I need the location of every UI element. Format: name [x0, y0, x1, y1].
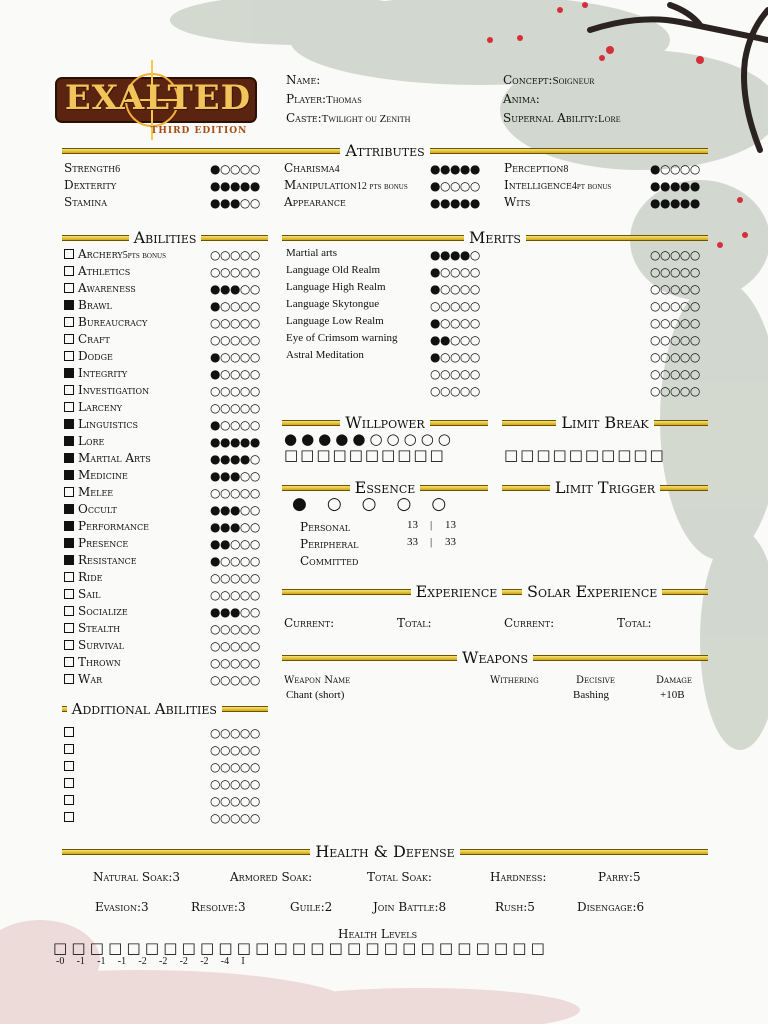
ability-socialize[interactable] — [64, 604, 128, 618]
attribute-label: Charisma — [284, 161, 335, 175]
ability-label: Survival — [78, 638, 124, 652]
ability-linguistics[interactable] — [64, 417, 138, 431]
caste-value: Twilight ou Zenith — [321, 113, 411, 125]
additional-ability-dots[interactable]: ○○○○○ — [210, 743, 260, 757]
caste-label: Caste: — [286, 111, 322, 125]
ability-dots[interactable]: ●○○○○ — [210, 418, 260, 432]
essence-personal-max: 13 — [445, 519, 456, 531]
health-penalty: -1 — [97, 956, 106, 967]
merit-dots[interactable]: ●○○○○ — [430, 316, 480, 330]
experience-header — [282, 582, 528, 601]
ability-label: Resistance — [78, 553, 137, 567]
ability-label: Sail — [78, 587, 101, 601]
merit-dots[interactable]: ○○○○○ — [650, 282, 700, 296]
essence-peripheral-current: 33 — [407, 536, 418, 548]
ability-label: Stealth — [78, 621, 121, 635]
ability-dots[interactable]: ○○○○○ — [210, 588, 260, 602]
additional-ability-row[interactable] — [64, 759, 78, 773]
favored-checkbox[interactable] — [64, 727, 74, 737]
attribute-perception[interactable] — [504, 161, 568, 175]
ability-label: Bureaucracy — [78, 315, 148, 329]
favored-checkbox[interactable] — [64, 744, 74, 754]
favored-checkbox[interactable] — [64, 453, 74, 463]
natural-soak[interactable]: Natural Soak:3 — [93, 870, 181, 884]
weapon-col-withering: Withering — [490, 675, 539, 686]
header-bar — [502, 420, 556, 426]
ability-label: Integrity — [78, 366, 128, 380]
health-penalty: -2 — [138, 956, 147, 967]
ability-investigation[interactable] — [64, 383, 149, 397]
favored-checkbox[interactable] — [64, 436, 74, 446]
solar-experience-current[interactable]: Current: — [504, 616, 555, 630]
attribute-label: Appearance — [284, 195, 346, 209]
caste-field[interactable] — [286, 111, 410, 125]
essence-peripheral-label: Peripheral — [300, 537, 359, 551]
ability-dots[interactable]: ●○○○○ — [210, 350, 260, 364]
header-bar — [502, 485, 550, 491]
ability-dots[interactable]: ●●○○○ — [210, 537, 260, 551]
ability-archery[interactable] — [64, 247, 166, 261]
anima-label: Anima: — [503, 92, 540, 106]
ability-dots[interactable]: ●●●○○ — [210, 282, 260, 296]
weapon-damage[interactable]: +10B — [660, 689, 685, 701]
ability-dots[interactable]: ●○○○○ — [210, 367, 260, 381]
favored-checkbox[interactable] — [64, 385, 74, 395]
ability-brawl[interactable] — [64, 298, 112, 312]
header-bar — [201, 235, 268, 241]
attribute-intelligence[interactable] — [504, 178, 611, 192]
solar-experience-title: Solar Experience — [522, 582, 662, 601]
attribute-dots[interactable]: ●●●●● — [650, 196, 700, 210]
ability-dots[interactable]: ○○○○○ — [210, 248, 260, 262]
merit-name[interactable]: Language Skytongue — [286, 298, 380, 310]
favored-checkbox[interactable] — [64, 538, 74, 548]
ability-label: Linguistics — [78, 417, 138, 431]
merit-name[interactable]: Eye of Crimsom warning — [286, 332, 398, 344]
player-field[interactable] — [286, 92, 362, 106]
health-penalty: -1 — [117, 956, 127, 967]
attribute-label: Wits — [504, 195, 531, 209]
header-bar — [430, 420, 488, 426]
ability-dots[interactable]: ○○○○○ — [210, 316, 260, 330]
ability-dots[interactable]: ○○○○○ — [210, 486, 260, 500]
merit-dots[interactable]: ○○○○○ — [650, 248, 700, 262]
ability-larceny[interactable] — [64, 400, 122, 414]
merit-dots[interactable]: ○○○○○ — [650, 384, 700, 398]
header-bar — [62, 148, 340, 154]
health-penalty: -2 — [179, 956, 188, 967]
attribute-label: Intelligence — [504, 178, 572, 192]
favored-checkbox[interactable] — [64, 589, 74, 599]
merits-header — [282, 228, 708, 247]
merit-dots[interactable]: ○○○○○ — [430, 299, 480, 313]
favored-checkbox[interactable] — [64, 351, 74, 361]
additional-ability-row[interactable] — [64, 742, 78, 756]
ability-label: Larceny — [78, 400, 123, 414]
attribute-wits[interactable] — [504, 195, 530, 209]
willpower-boxes[interactable]: □□□□□□□□□□ — [284, 446, 446, 464]
header-bar — [222, 706, 268, 712]
weapon-col-decisive: Decisive — [576, 675, 615, 686]
parry[interactable]: Parry:5 — [598, 870, 641, 884]
ability-dots[interactable]: ○○○○○ — [210, 656, 260, 670]
attribute-dots[interactable]: ●●●●● — [430, 196, 480, 210]
player-label: Player: — [286, 92, 327, 106]
ability-dots[interactable]: ○○○○○ — [210, 401, 260, 415]
essence-dots[interactable]: ●○○○○ — [292, 494, 467, 514]
additional-abilities-title: Additional Abilities — [67, 700, 222, 718]
ability-dots[interactable]: ●●●○○ — [210, 503, 260, 517]
disengage[interactable]: Disengage:6 — [577, 900, 645, 914]
attribute-dots[interactable]: ●●●●● — [650, 179, 700, 193]
favored-checkbox[interactable] — [64, 572, 74, 582]
attribute-note: 12 pts bonus — [356, 181, 408, 192]
join-battle[interactable]: Join Battle:8 — [373, 900, 447, 914]
merit-name[interactable]: Astral Meditation — [286, 349, 364, 361]
essence-personal-label: Personal — [300, 520, 351, 534]
favored-checkbox[interactable] — [64, 555, 74, 565]
favored-checkbox[interactable] — [64, 521, 74, 531]
merit-dots[interactable]: ○○○○○ — [650, 367, 700, 381]
ability-thrown[interactable] — [64, 655, 121, 669]
favored-checkbox[interactable] — [64, 812, 74, 822]
ability-presence[interactable] — [64, 536, 128, 550]
ability-dots[interactable]: ●●●●○ — [210, 452, 260, 466]
evasion[interactable]: Evasion:3 — [95, 900, 149, 914]
guile[interactable]: Guile:2 — [290, 900, 333, 914]
header-bar — [282, 235, 464, 241]
ability-survival[interactable] — [64, 638, 124, 652]
merit-name[interactable]: Language High Realm — [286, 281, 386, 293]
attribute-charisma[interactable] — [284, 161, 340, 175]
abilities-title: Abilities — [129, 228, 202, 247]
attribute-manipulation[interactable] — [284, 178, 408, 192]
additional-abilities-header — [62, 700, 268, 718]
health-penalty: -2 — [159, 956, 168, 967]
favored-checkbox[interactable] — [64, 606, 74, 616]
attribute-note: 8 — [563, 164, 569, 175]
weapon-col-name: Weapon Name — [284, 675, 351, 686]
name-label: Name: — [286, 73, 321, 87]
merit-name[interactable]: Martial arts — [286, 247, 338, 259]
weapons-title: Weapons — [457, 648, 533, 667]
ability-label: Archery — [78, 247, 123, 261]
ability-label: Occult — [78, 502, 117, 516]
attribute-stamina[interactable] — [64, 195, 107, 209]
willpower-dots[interactable]: ●●●●●○○○○○ — [284, 430, 455, 448]
header-bar — [282, 420, 340, 426]
attribute-dots[interactable]: ●●●●● — [430, 162, 480, 176]
solar-experience-header — [522, 582, 708, 601]
attribute-label: Dexterity — [64, 178, 117, 192]
additional-ability-dots[interactable]: ○○○○○ — [210, 794, 260, 808]
ability-dots[interactable]: ○○○○○ — [210, 265, 260, 279]
ability-label: Performance — [78, 519, 149, 533]
health-level-boxes[interactable]: □□□□□□□□□□□□□□□□□□□□□□□□□□□ — [53, 939, 550, 957]
attribute-dots[interactable]: ●○○○○ — [210, 162, 260, 176]
header-bar — [460, 849, 708, 855]
ability-performance[interactable] — [64, 519, 149, 533]
attribute-dots[interactable]: ●●●●● — [210, 179, 260, 193]
willpower-title: Willpower — [340, 413, 429, 432]
weapon-name[interactable]: Chant (short) — [286, 689, 345, 701]
supernal-label: Supernal Ability: — [503, 111, 598, 125]
header-bar — [62, 235, 129, 241]
merit-dots[interactable]: ●○○○○ — [430, 282, 480, 296]
ability-label: Presence — [78, 536, 129, 550]
attribute-label: Perception — [504, 161, 564, 175]
ability-dots[interactable]: ●○○○○ — [210, 299, 260, 313]
ability-label: Melee — [78, 485, 114, 499]
health-penalty: I — [241, 956, 245, 967]
favored-checkbox[interactable] — [64, 674, 74, 684]
ability-ride[interactable] — [64, 570, 102, 584]
merit-dots[interactable]: ○○○○○ — [650, 316, 700, 330]
ability-resistance[interactable] — [64, 553, 137, 567]
ability-dots[interactable]: ●●●○○ — [210, 605, 260, 619]
ability-label: Medicine — [78, 468, 128, 482]
ability-dots[interactable]: ●●●○○ — [210, 520, 260, 534]
concept-field[interactable] — [503, 73, 595, 87]
health-penalty: -4 — [220, 956, 230, 967]
merit-dots[interactable]: ●●●●○ — [430, 248, 480, 262]
ability-martial-arts[interactable] — [64, 451, 151, 465]
favored-checkbox[interactable] — [64, 334, 74, 344]
attributes-header — [62, 141, 708, 160]
merit-name[interactable]: Language Low Realm — [286, 315, 384, 327]
limit-break-header — [502, 413, 708, 432]
logo-title: EXALTED — [64, 78, 252, 118]
ability-label: Athletics — [78, 264, 131, 278]
solar-experience-total[interactable]: Total: — [617, 616, 652, 630]
ability-label: Awareness — [78, 281, 136, 295]
ability-lore[interactable] — [64, 434, 104, 448]
header-bar — [282, 589, 411, 595]
ability-dots[interactable]: ●●●○○ — [210, 469, 260, 483]
merits-title: Merits — [464, 228, 526, 247]
favored-checkbox[interactable] — [64, 778, 74, 788]
favored-checkbox[interactable] — [64, 249, 74, 259]
weapon-col-damage: Damage — [656, 675, 692, 686]
additional-ability-dots[interactable]: ○○○○○ — [210, 760, 260, 774]
ability-stealth[interactable] — [64, 621, 120, 635]
essence-title: Essence — [350, 478, 421, 497]
health-penalty: -2 — [200, 956, 209, 967]
ability-label: Brawl — [78, 298, 112, 312]
attributes-title: Attributes — [340, 141, 429, 160]
favored-checkbox[interactable] — [64, 470, 74, 480]
favored-checkbox[interactable] — [64, 623, 74, 633]
header-bar — [420, 485, 488, 491]
attribute-dots[interactable]: ●○○○○ — [650, 162, 700, 176]
header-bar — [654, 420, 708, 426]
total-soak[interactable]: Total Soak: — [367, 870, 432, 884]
ability-label: Craft — [78, 332, 110, 346]
header-bar — [662, 589, 708, 595]
attribute-strength[interactable] — [64, 161, 120, 175]
ability-athletics[interactable] — [64, 264, 130, 278]
ability-label: Lore — [78, 434, 105, 448]
exalted-logo — [54, 60, 259, 140]
attribute-appearance[interactable] — [284, 195, 346, 209]
attribute-note: 4 — [334, 164, 340, 175]
merit-dots[interactable]: ○○○○○ — [650, 333, 700, 347]
supernal-field[interactable] — [503, 111, 621, 125]
header-bar — [430, 148, 708, 154]
name-field[interactable] — [286, 73, 320, 87]
ability-label: Ride — [78, 570, 103, 584]
favored-checkbox[interactable] — [64, 402, 74, 412]
favored-checkbox[interactable] — [64, 283, 74, 293]
essence-peripheral-max: 33 — [445, 536, 456, 548]
ability-war[interactable] — [64, 672, 102, 686]
concept-label: Concept: — [503, 73, 553, 87]
merit-dots[interactable]: ●●○○○ — [430, 333, 480, 347]
merit-dots[interactable]: ○○○○○ — [650, 350, 700, 364]
additional-ability-row[interactable] — [64, 810, 78, 824]
ability-label: Dodge — [78, 349, 113, 363]
ability-bureaucracy[interactable] — [64, 315, 147, 329]
health-penalty: -0 — [56, 956, 65, 967]
ability-dots[interactable]: ○○○○○ — [210, 333, 260, 347]
attribute-dots[interactable]: ●○○○○ — [430, 179, 480, 193]
ability-sail[interactable] — [64, 587, 100, 601]
ability-note: 5pts bonus — [122, 250, 166, 261]
additional-ability-row[interactable] — [64, 725, 78, 739]
ability-melee[interactable] — [64, 485, 113, 499]
merit-dots[interactable]: ○○○○○ — [650, 265, 700, 279]
ability-label: War — [78, 672, 103, 686]
essence-separator: | — [430, 519, 433, 531]
merit-dots[interactable]: ●○○○○ — [430, 265, 480, 279]
header-bar — [526, 235, 708, 241]
weapons-header — [282, 648, 708, 667]
ability-medicine[interactable] — [64, 468, 128, 482]
concept-value: Soigneur — [552, 75, 595, 87]
ability-label: Martial Arts — [78, 451, 151, 465]
ability-dots[interactable]: ●●●●● — [210, 435, 260, 449]
favored-checkbox[interactable] — [64, 419, 74, 429]
merit-name[interactable]: Language Old Realm — [286, 264, 381, 276]
merit-dots[interactable]: ○○○○○ — [430, 384, 480, 398]
favored-checkbox[interactable] — [64, 300, 74, 310]
additional-ability-dots[interactable]: ○○○○○ — [210, 726, 260, 740]
rush[interactable]: Rush:5 — [495, 900, 535, 914]
additional-ability-row[interactable] — [64, 776, 78, 790]
limit-trigger-header — [502, 478, 708, 497]
attribute-label: Stamina — [64, 195, 108, 209]
favored-checkbox[interactable] — [64, 640, 74, 650]
health-defense-header — [62, 842, 708, 861]
attribute-label: Manipulation — [284, 178, 357, 192]
favored-checkbox[interactable] — [64, 657, 74, 667]
ability-dots[interactable]: ○○○○○ — [210, 622, 260, 636]
attribute-dexterity[interactable] — [64, 178, 116, 192]
favored-checkbox[interactable] — [64, 795, 74, 805]
favored-checkbox[interactable] — [64, 317, 74, 327]
merit-dots[interactable]: ○○○○○ — [650, 299, 700, 313]
ability-dodge[interactable] — [64, 349, 113, 363]
ability-dots[interactable]: ○○○○○ — [210, 673, 260, 687]
attribute-dots[interactable]: ●●●○○ — [210, 196, 260, 210]
armored-soak[interactable]: Armored Soak: — [230, 870, 313, 884]
limit-break-title: Limit Break — [556, 413, 653, 432]
ability-integrity[interactable] — [64, 366, 127, 380]
header-bar — [282, 655, 457, 661]
weapon-decisive[interactable]: Bashing — [573, 689, 610, 701]
merit-dots[interactable]: ●○○○○ — [430, 350, 480, 364]
favored-checkbox[interactable] — [64, 266, 74, 276]
limit-break-boxes[interactable]: □□□□□□□□□□ — [504, 446, 666, 464]
ability-label: Investigation — [78, 383, 150, 397]
resolve[interactable]: Resolve:3 — [191, 900, 246, 914]
ability-label: Thrown — [78, 655, 121, 669]
ability-awareness[interactable] — [64, 281, 136, 295]
favored-checkbox[interactable] — [64, 487, 74, 497]
supernal-value: Lore — [597, 113, 621, 125]
experience-total[interactable]: Total: — [397, 616, 432, 630]
additional-ability-dots[interactable]: ○○○○○ — [210, 811, 260, 825]
ability-dots[interactable]: ○○○○○ — [210, 571, 260, 585]
health-defense-title: Health & Defense — [310, 842, 459, 861]
health-penalty: -1 — [76, 956, 85, 967]
essence-personal-current: 13 — [407, 519, 418, 531]
ability-dots[interactable]: ●○○○○ — [210, 554, 260, 568]
attribute-label: Strength — [64, 161, 116, 175]
favored-checkbox[interactable] — [64, 368, 74, 378]
health-levels-label: Health Levels — [338, 927, 418, 941]
experience-title: Experience — [411, 582, 503, 601]
ability-craft[interactable] — [64, 332, 110, 346]
header-bar — [533, 655, 708, 661]
abilities-header — [62, 228, 268, 247]
essence-committed-label: Committed — [300, 554, 359, 568]
header-bar — [282, 485, 350, 491]
additional-ability-row[interactable] — [64, 793, 78, 807]
additional-ability-dots[interactable]: ○○○○○ — [210, 777, 260, 791]
limit-trigger-title: Limit Trigger — [550, 478, 660, 497]
ability-occult[interactable] — [64, 502, 117, 516]
favored-checkbox[interactable] — [64, 504, 74, 514]
logo-edition: THIRD EDITION — [150, 126, 248, 136]
ability-dots[interactable]: ○○○○○ — [210, 639, 260, 653]
player-value: Thomas — [326, 94, 362, 106]
attribute-note: 6 — [115, 164, 121, 175]
essence-separator: | — [430, 536, 433, 548]
ability-dots[interactable]: ○○○○○ — [210, 384, 260, 398]
attribute-note: 4pt bonus — [571, 181, 612, 192]
experience-current[interactable]: Current: — [284, 616, 335, 630]
header-bar — [660, 485, 708, 491]
merit-dots[interactable]: ○○○○○ — [430, 367, 480, 381]
anima-field[interactable] — [503, 92, 540, 106]
favored-checkbox[interactable] — [64, 761, 74, 771]
header-bar — [62, 849, 310, 855]
hardness[interactable]: Hardness: — [490, 870, 547, 884]
ability-label: Socialize — [78, 604, 128, 618]
